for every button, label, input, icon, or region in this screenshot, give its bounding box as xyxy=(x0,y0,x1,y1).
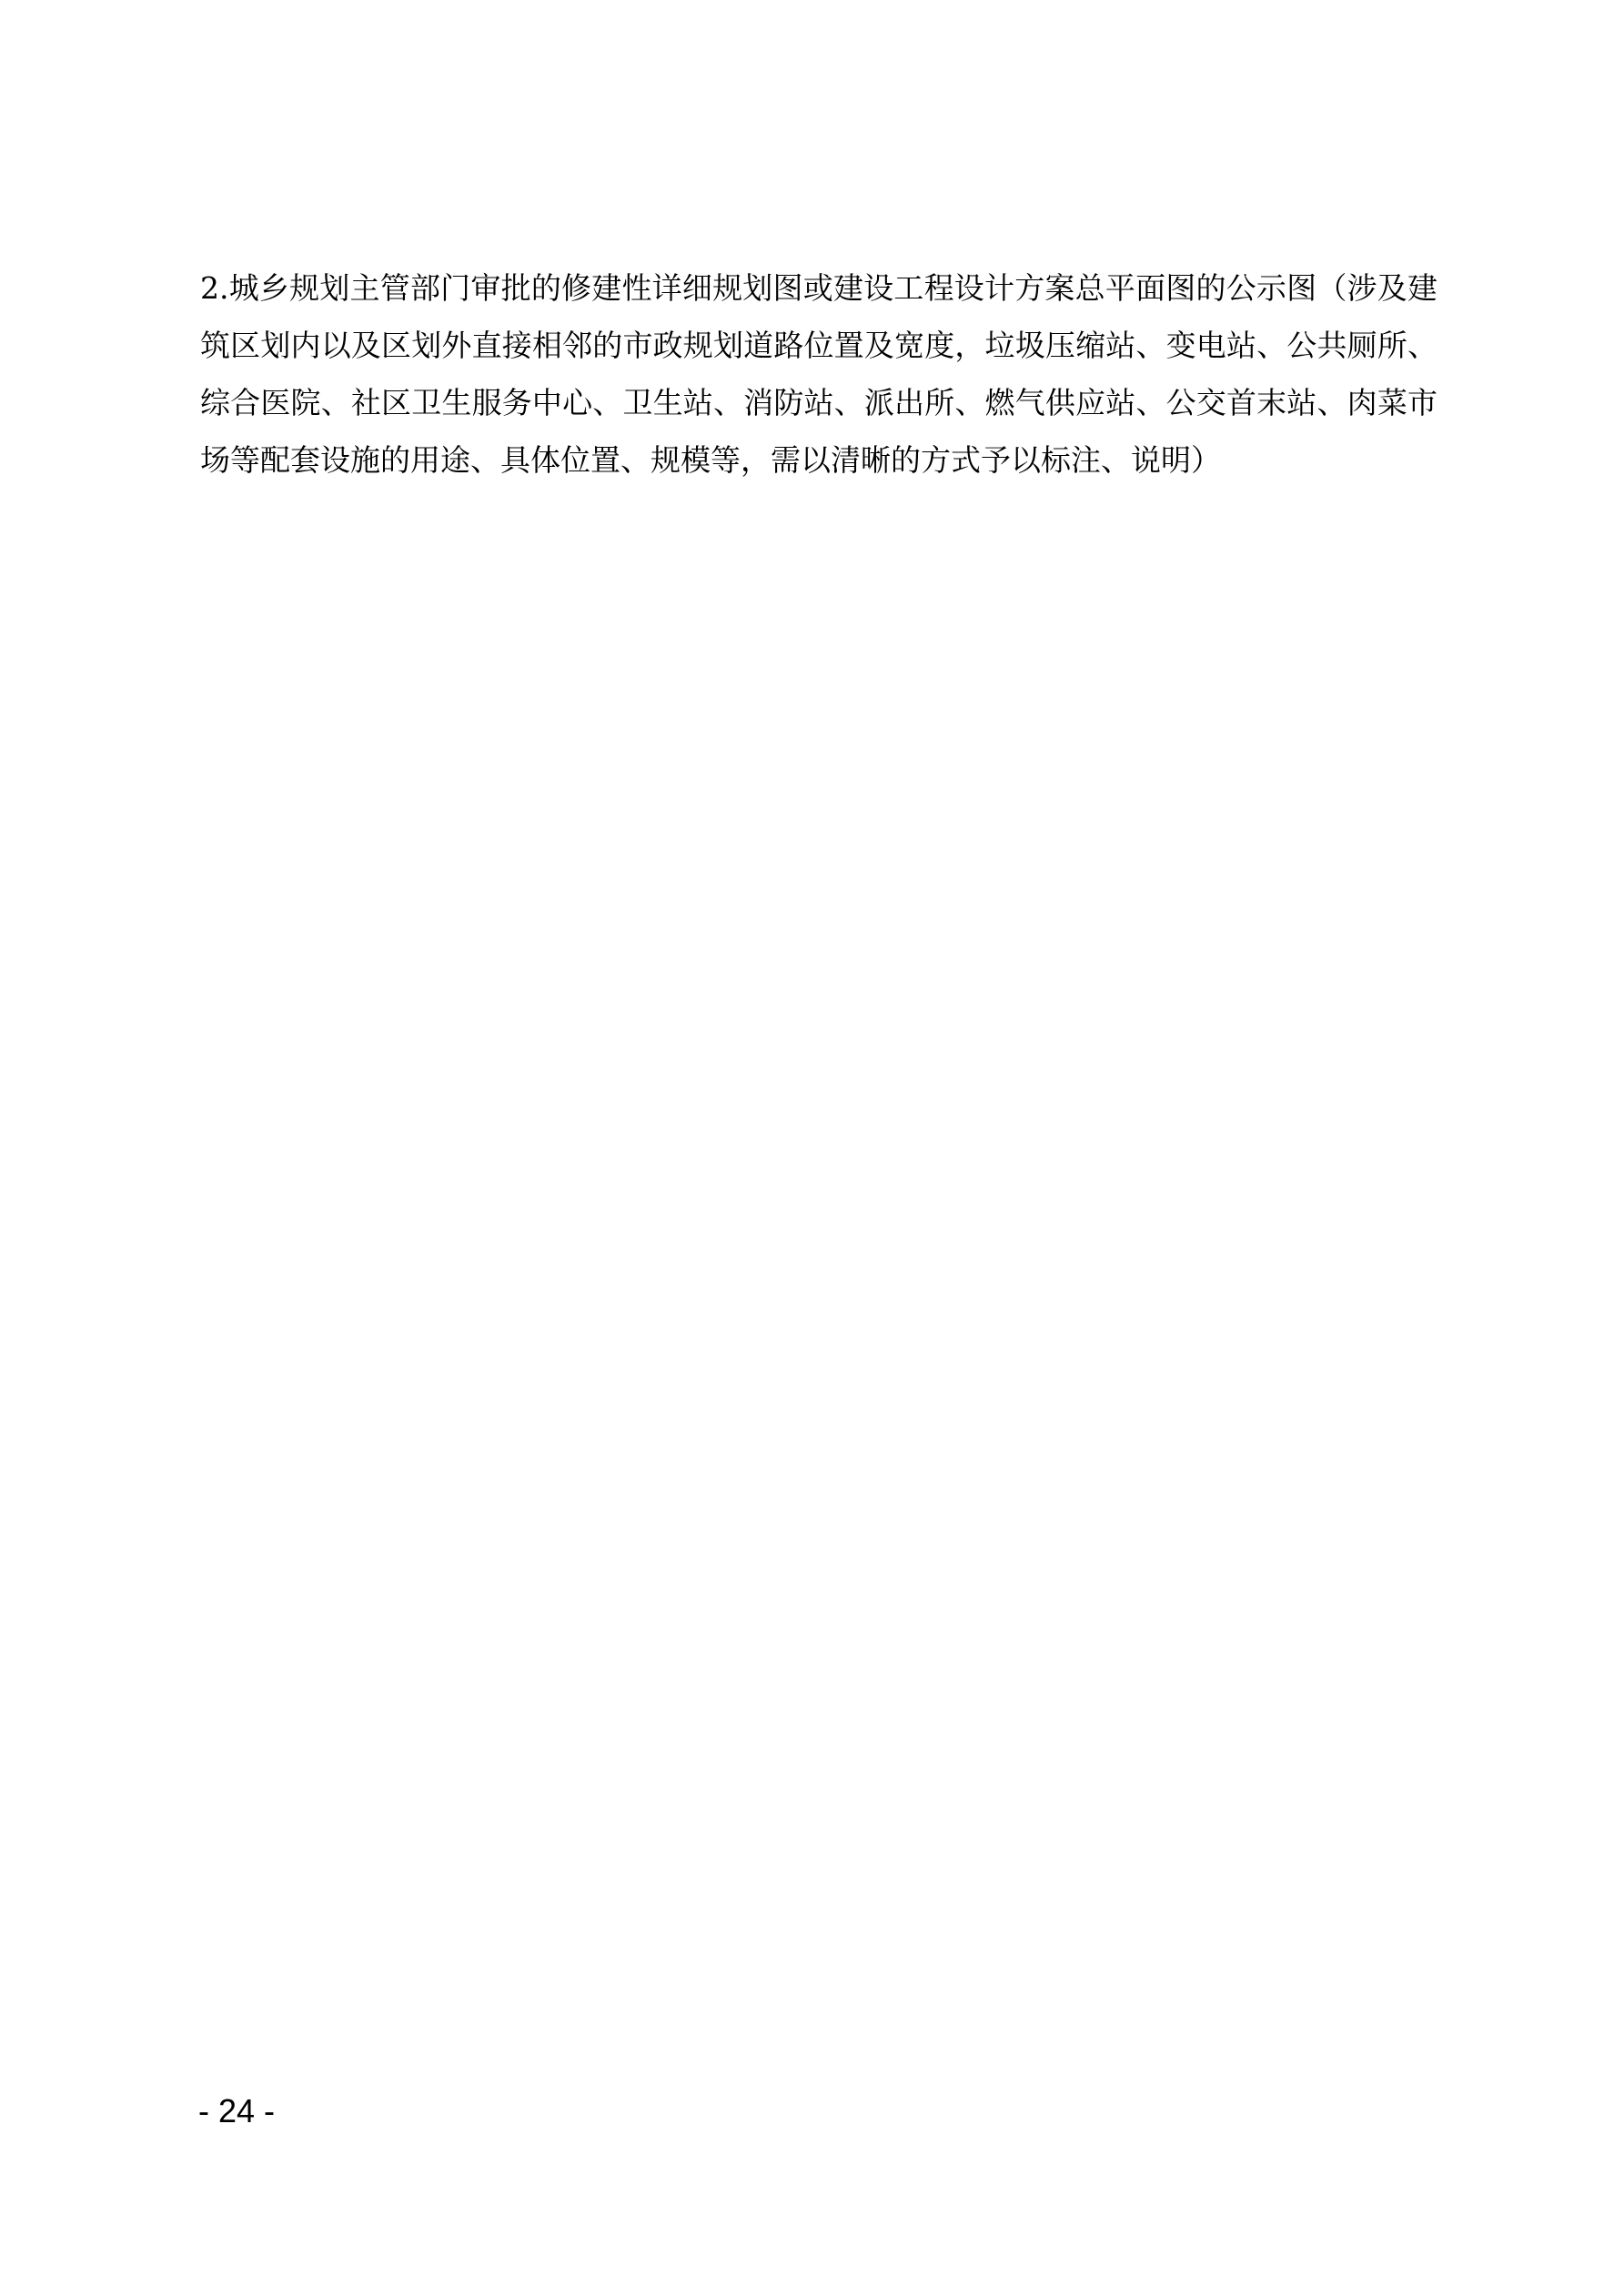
paragraph-line-1: 2.城乡规划主管部门审批的修建性详细规划图或建设工程设计方案总平面图的公示图（涉及建 xyxy=(200,270,1437,306)
paragraph-line-4: 场等配套设施的用途、具体位置、规模等，需以清晰的方式予以标注、说明） xyxy=(200,442,1221,478)
paragraph-line-3: 综合医院、社区卫生服务中心、卫生站、消防站、派出所、燃气供应站、公交首末站、肉菜市 xyxy=(200,385,1437,420)
paragraph-line-2: 筑区划内以及区划外直接相邻的市政规划道路位置及宽度，垃圾压缩站、变电站、公共厕所、 xyxy=(200,328,1437,363)
page-number: - 24 - xyxy=(198,2092,276,2129)
body-paragraph xyxy=(200,259,1437,489)
